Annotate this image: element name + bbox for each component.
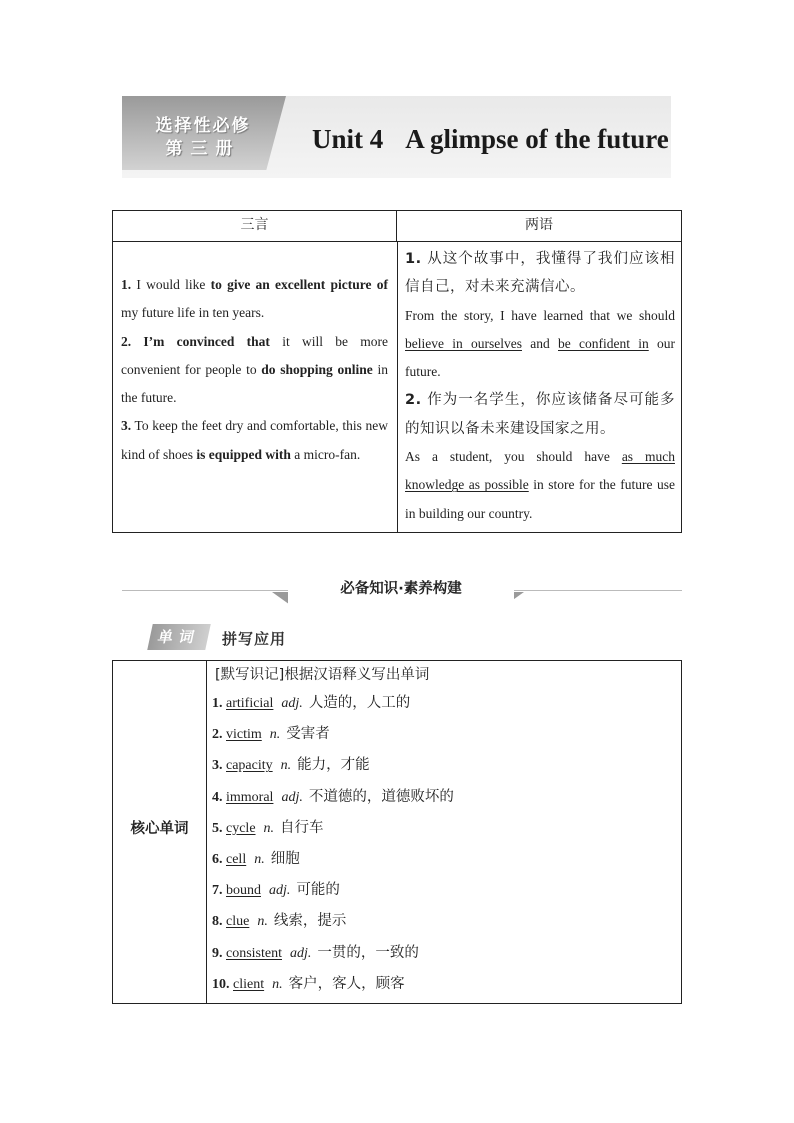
- translation-text: As a student, you should have: [405, 449, 622, 465]
- answer-word: cell: [226, 851, 247, 867]
- answer-word: clue: [226, 914, 250, 930]
- translation-text: our future.: [405, 335, 676, 380]
- chinese-text: 作为一名学生，你应该储备尽可能多的知识以备未来建设国家之用。: [405, 392, 675, 437]
- chinese-meaning: 受害者: [286, 726, 330, 743]
- sentence-item: [121, 271, 388, 328]
- key-phrase: do shopping online: [261, 361, 373, 377]
- unit-title: [312, 124, 669, 155]
- vocabulary-table: [112, 660, 682, 1004]
- chinese-meaning: 可能的: [296, 882, 340, 899]
- item-number: 1.: [212, 696, 223, 711]
- chinese-meaning: 一贯的，一致的: [317, 944, 419, 961]
- sentence-item: [121, 412, 388, 469]
- answer-word: cycle: [226, 820, 256, 836]
- right-sentences-cell: [405, 245, 675, 528]
- part-of-speech: n.: [257, 914, 268, 930]
- sentence-item: [121, 328, 388, 413]
- chinese-meaning: 线索，提示: [273, 913, 347, 930]
- sentence-text: in the future.: [121, 361, 388, 406]
- part-of-speech: n.: [272, 976, 283, 992]
- vocab-row: [212, 782, 672, 813]
- answer-phrase: be confident in: [558, 335, 649, 351]
- translation-text: in store for the future use in building our country.: [405, 477, 675, 521]
- sentences-table: [112, 210, 682, 533]
- unit-label: Unit 4: [312, 124, 384, 154]
- answer-word: consistent: [226, 945, 282, 961]
- book-tag-line1: 选择性必修: [155, 116, 251, 136]
- vocab-row: [212, 688, 672, 719]
- item-number: 3.: [121, 418, 132, 434]
- item-number: 9.: [212, 945, 223, 961]
- part-of-speech: adj.: [269, 883, 291, 899]
- answer-word: immoral: [226, 789, 274, 805]
- item-number: 6.: [212, 851, 223, 867]
- answer-word: client: [233, 976, 265, 992]
- key-phrase: to give an excellent picture of: [210, 277, 388, 292]
- book-tag-line2: 第三册: [165, 139, 241, 159]
- instruction-text: [默写识记]根据汉语释义写出单词: [215, 667, 430, 683]
- vocab-row: [212, 875, 672, 906]
- column-divider: [397, 242, 398, 532]
- col-header-right: 两语: [397, 211, 681, 242]
- vocab-row: [212, 906, 672, 937]
- words-tag: 单词: [147, 624, 211, 650]
- vocab-row: [212, 844, 672, 875]
- sentence-text: my future life in ten years.: [121, 305, 265, 321]
- translation-text: and: [521, 335, 558, 351]
- answer-word: victim: [226, 727, 262, 743]
- item-number: 3.: [212, 758, 223, 774]
- part-of-speech: adj.: [281, 789, 303, 805]
- part-of-speech: n.: [254, 851, 265, 867]
- sentence-text: it will be more convenient for people to: [121, 333, 389, 377]
- item-number: 1.: [121, 277, 132, 292]
- sentence-text: I would like: [131, 277, 211, 292]
- chinese-meaning: 不道德的，道德败坏的: [308, 788, 454, 805]
- chinese-meaning: 能力，才能: [297, 757, 370, 774]
- section-title: 必备知识·素养构建: [288, 576, 514, 604]
- sentence-text: To keep the feet dry and comfortable, this new kind of shoes: [121, 418, 388, 462]
- category-label: 核心单词: [130, 821, 189, 837]
- part-of-speech: n.: [263, 820, 275, 836]
- part-of-speech: n.: [269, 727, 281, 743]
- item-number: 2.: [212, 727, 223, 743]
- column-divider: [206, 661, 207, 1003]
- chinese-meaning: 客户，客人，顾客: [288, 975, 405, 992]
- vocab-row: [212, 719, 672, 750]
- chinese-meaning: 细胞: [270, 850, 300, 867]
- answer-word: artificial: [226, 696, 274, 711]
- vocabulary-list: [212, 688, 672, 1000]
- item-number: 10.: [212, 976, 230, 992]
- part-of-speech: adj.: [290, 945, 312, 961]
- part-of-speech: adj.: [281, 696, 303, 711]
- key-phrase: I’m convinced that: [131, 333, 270, 349]
- answer-phrase: as much knowledge as possible: [405, 449, 675, 493]
- english-translation: [405, 302, 675, 387]
- answer-phrase: believe in ourselves: [405, 335, 522, 351]
- chinese-text: 从这个故事中，我懂得了我们应该相信自己，对未来充满信心。: [405, 251, 675, 296]
- unit-name: A glimpse of the future: [405, 124, 669, 154]
- item-number: 5.: [212, 820, 223, 836]
- item-number: 1.: [405, 251, 422, 267]
- item-number: 7.: [212, 883, 223, 899]
- chinese-prompt: [405, 245, 675, 302]
- words-title: 拼写应用: [222, 630, 287, 648]
- item-number: 4.: [212, 789, 223, 805]
- translation-text: From the story, I have learned that we should: [405, 307, 675, 323]
- chinese-meaning: 自行车: [280, 819, 324, 836]
- answer-word: bound: [226, 883, 261, 899]
- english-translation: [405, 443, 675, 528]
- answer-word: capacity: [226, 758, 273, 774]
- key-phrase: is equipped with: [196, 446, 291, 462]
- vocab-row: [212, 750, 672, 781]
- item-number: 8.: [212, 914, 223, 930]
- chinese-prompt: [405, 386, 675, 443]
- left-sentences-cell: [121, 271, 388, 469]
- item-number: 2.: [405, 392, 422, 409]
- item-number: 2.: [121, 333, 132, 349]
- part-of-speech: n.: [280, 758, 292, 774]
- vocab-row: [212, 938, 672, 969]
- vocab-row: [212, 813, 672, 844]
- vocab-row: [212, 969, 672, 1000]
- chinese-meaning: 人造的，人工的: [308, 695, 411, 711]
- col-header-left: 三言: [113, 211, 397, 242]
- sentence-text: a micro-fan.: [290, 446, 361, 462]
